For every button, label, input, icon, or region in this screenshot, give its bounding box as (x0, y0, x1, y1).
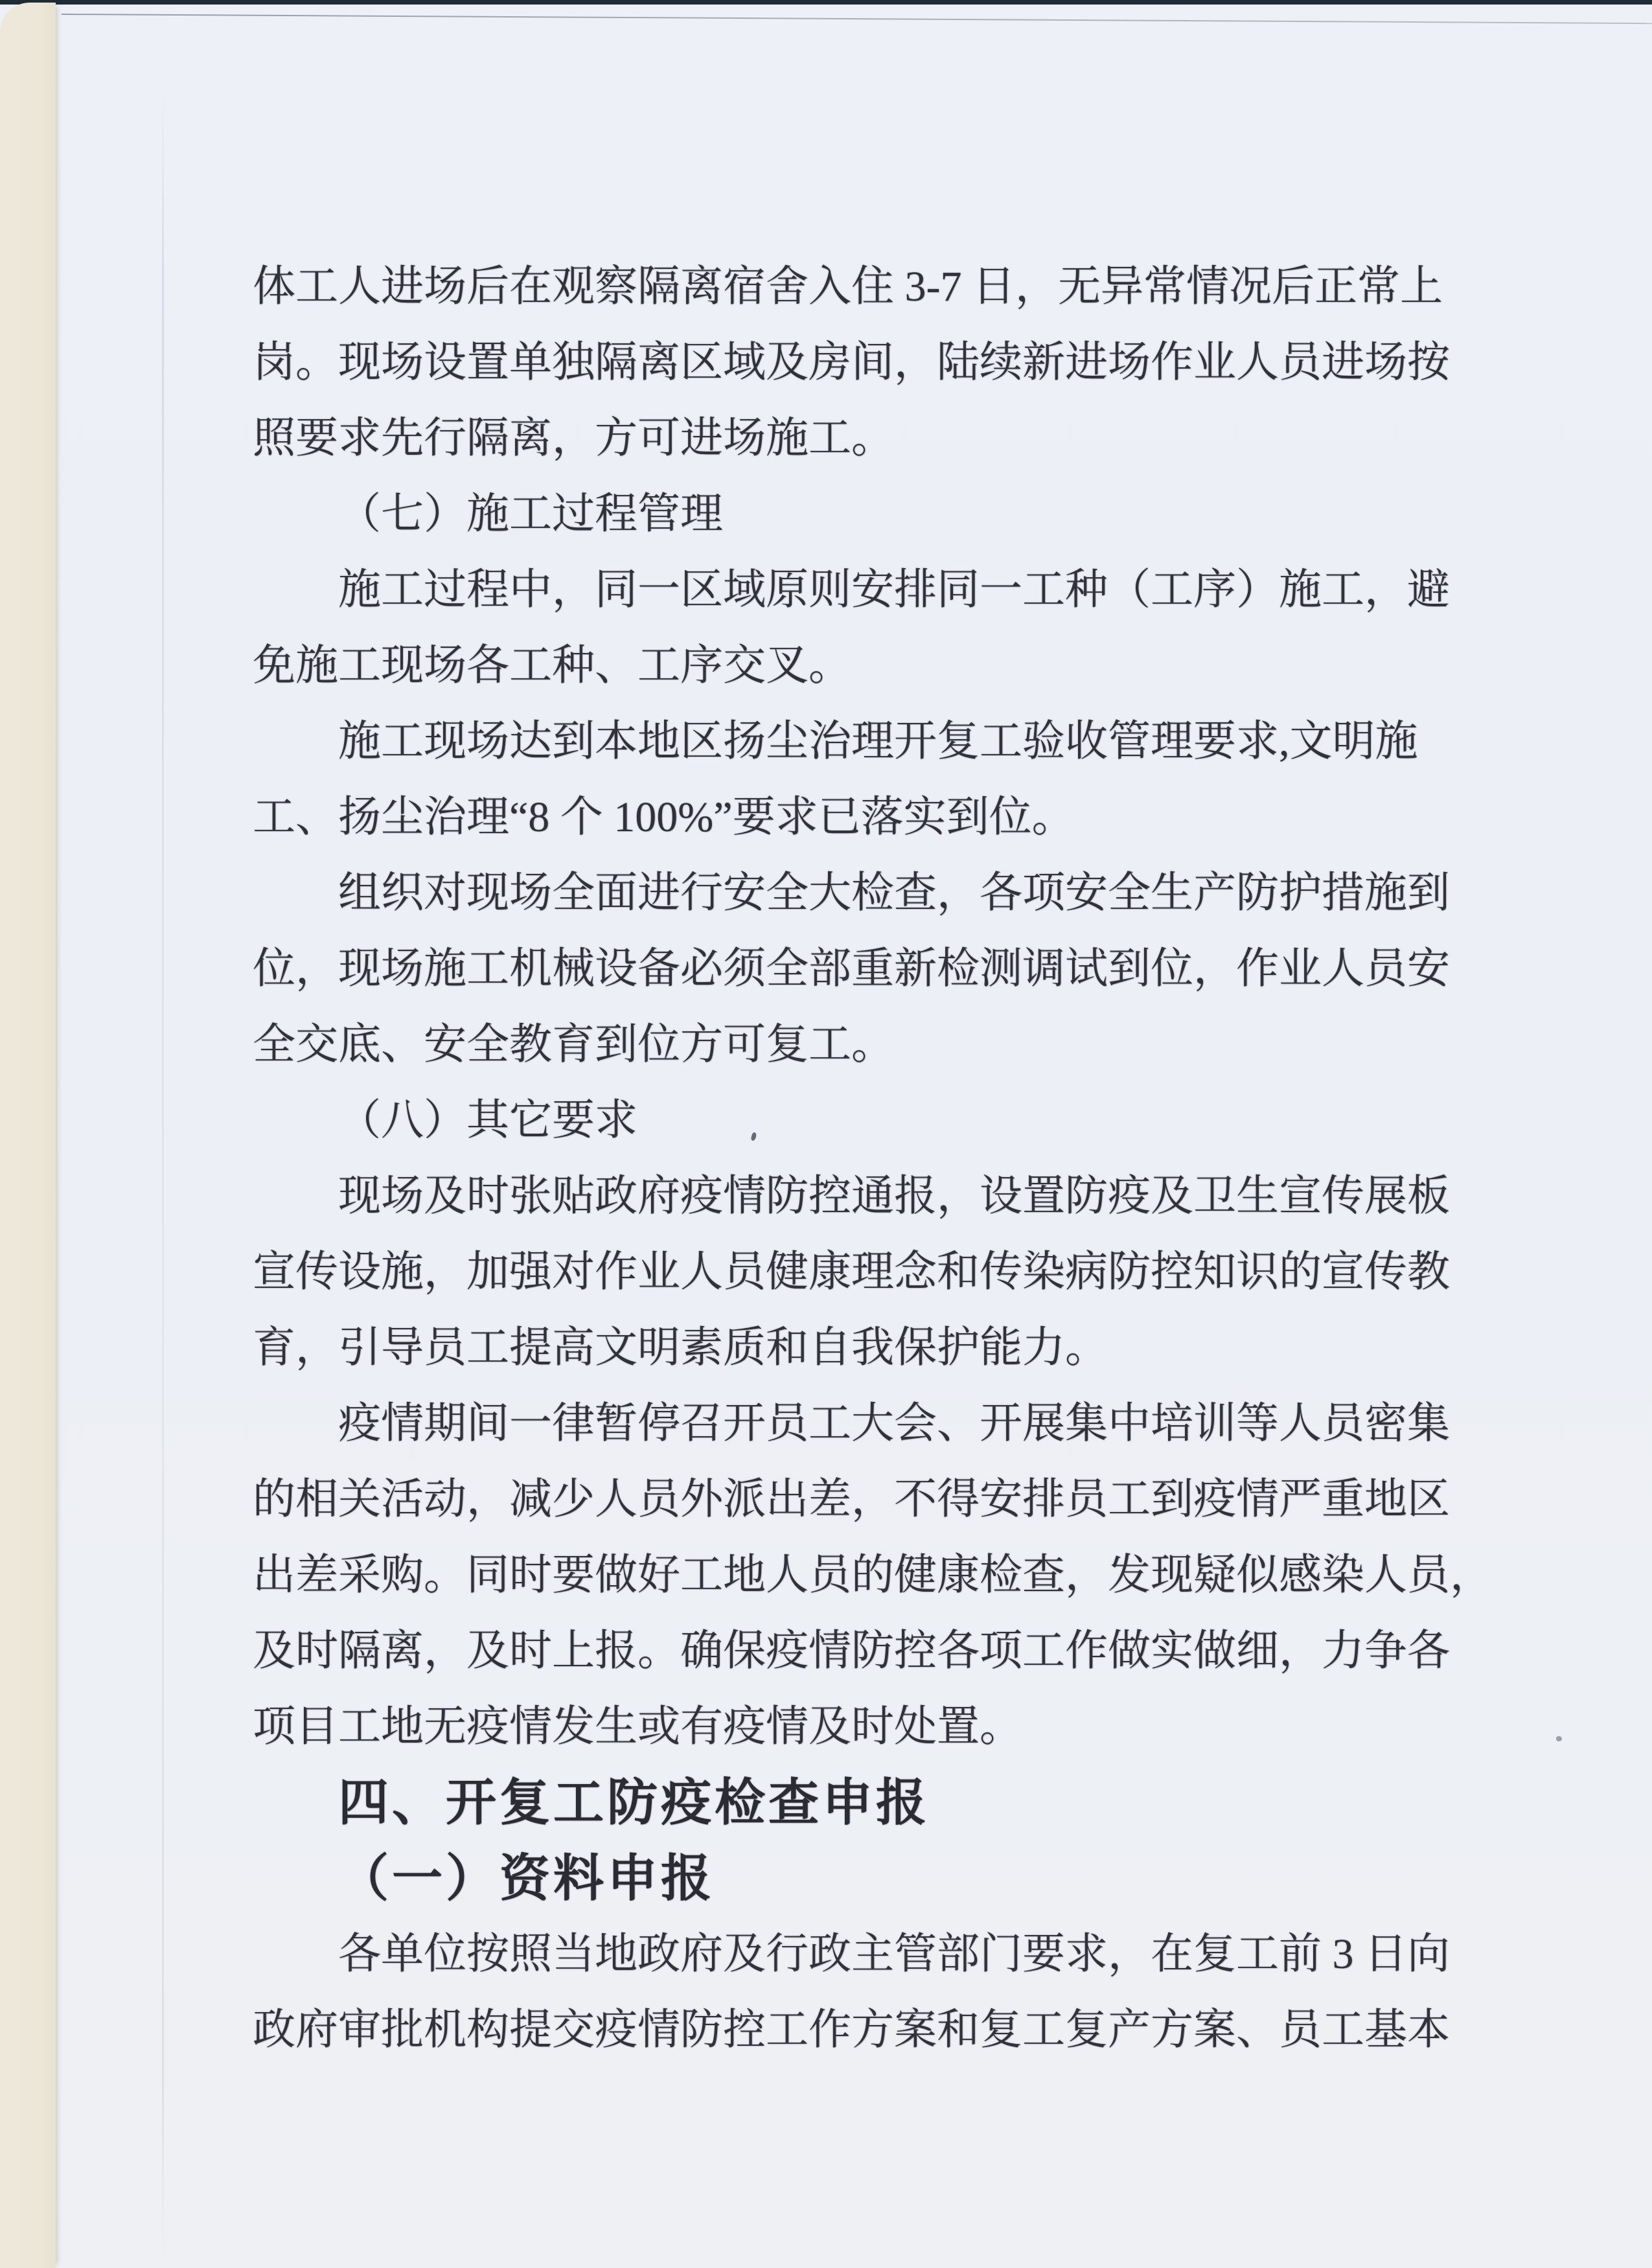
vertical-crease (162, 97, 164, 2261)
text-line: 全交底、安全教育到位方可复工。 (253, 1021, 894, 1068)
section-heading-line: 四、开复工防疫检查申报 (338, 1774, 930, 1831)
text-line: 的相关活动，减少人员外派出差，不得安排员工到疫情严重地区 (253, 1476, 1450, 1523)
text-line: 岗。现场设置单独隔离区域及房间，陆续新进场作业人员进场按 (253, 339, 1450, 386)
text-line: 项目工地无疫情发生或有疫情及时处置。 (253, 1703, 1022, 1750)
text-line: 各单位按照当地政府及行政主管部门要求，在复工前 3 日向 (338, 1930, 1450, 1978)
text-line: 位，现场施工机械设备必须全部重新检测调试到位，作业人员安 (253, 945, 1450, 992)
text-line: 育，引导员工提高文明素质和自我保护能力。 (253, 1324, 1108, 1371)
document-text-block (253, 249, 1493, 2068)
text-line: 宣传设施，加强对作业人员健康理念和传染病防控知识的宣传教 (253, 1248, 1450, 1296)
text-line: 施工过程中，同一区域原则安排同一工种（工序）施工，避 (338, 566, 1450, 613)
text-line: 现场及时张贴政府疫情防控通报，设置防疫及卫生宣传展板 (338, 1173, 1450, 1220)
section-heading-line: （一）资料申报 (338, 1850, 715, 1907)
text-line: 工、扬尘治理“8 个 100%”要求已落实到位。 (253, 794, 1075, 841)
text-line: （八）其它要求 (338, 1097, 637, 1144)
text-line: 免施工现场各工种、工序交叉。 (253, 642, 851, 689)
backing-paper-edge (0, 3, 56, 2268)
text-line: 照要求先行隔离，方可进场施工。 (253, 415, 894, 462)
text-line: 施工现场达到本地区扬尘治理开复工验收管理要求,文明施 (338, 718, 1418, 765)
text-line: 疫情期间一律暂停召开员工大会、开展集中培训等人员密集 (338, 1400, 1450, 1447)
text-line: 组织对现场全面进行安全大检查，各项安全生产防护措施到 (338, 869, 1450, 917)
text-line: 体工人进场后在观察隔离宿舍入住 3-7 日，无异常情况后正常上 (253, 263, 1443, 310)
text-line: （七）施工过程管理 (338, 490, 723, 538)
text-line: 政府审批机构提交疫情防控工作方案和复工复产方案、员工基本 (253, 2006, 1450, 2054)
text-line: 出差采购。同时要做好工地人员的健康检查，发现疑似感染人员， (253, 1552, 1493, 1599)
text-line: 及时隔离，及时上报。确保疫情防控各项工作做实做细，力争各 (253, 1627, 1450, 1675)
